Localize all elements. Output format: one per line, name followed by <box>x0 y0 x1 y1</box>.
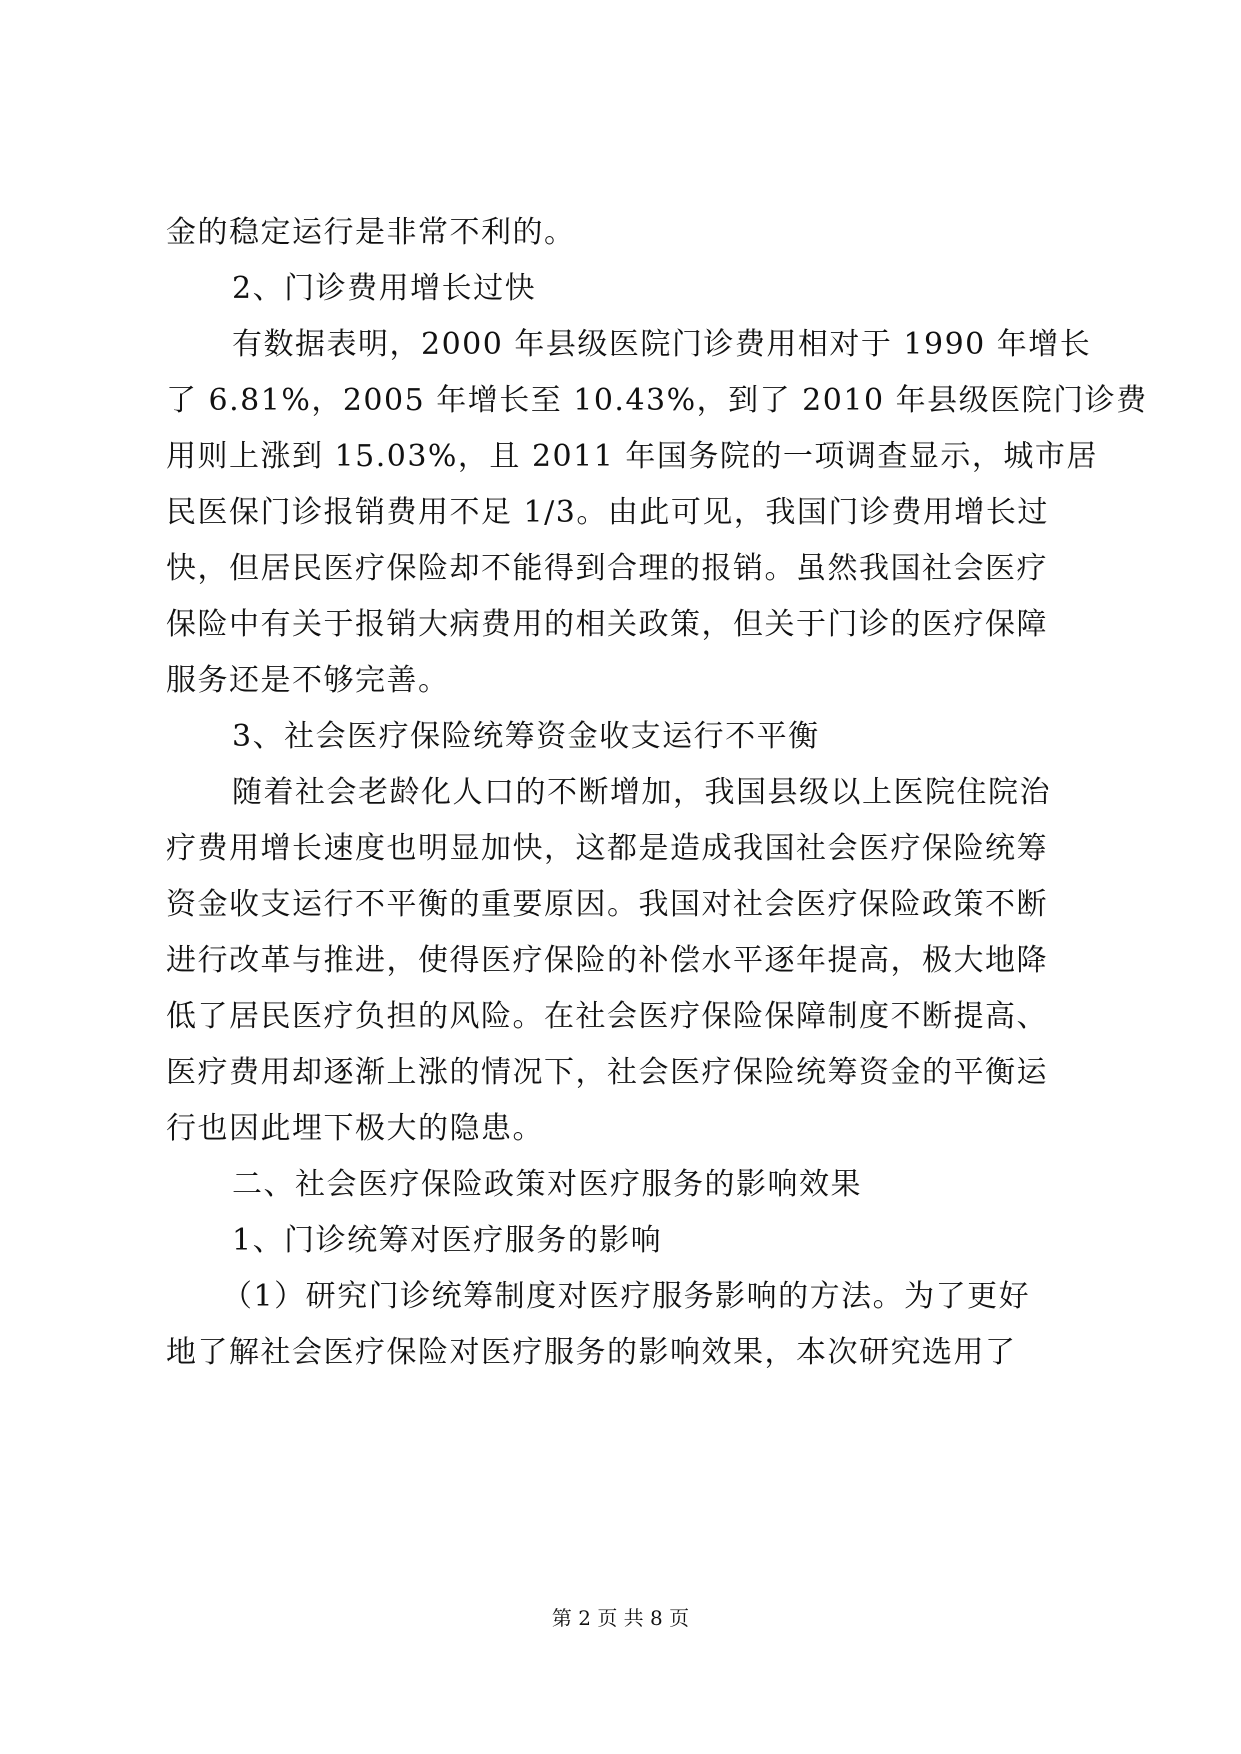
paragraph-line: 行也因此埋下极大的隐患。 <box>166 1111 544 1146</box>
paragraph-line: 资金收支运行不平衡的重要原因。我国对社会医疗保险政策不断 <box>166 887 1048 922</box>
paragraph-line: 进行改革与推进，使得医疗保险的补偿水平逐年提高，极大地降 <box>166 943 1048 978</box>
paragraph-line: 金的稳定运行是非常不利的。 <box>166 215 576 250</box>
page-footer: 第 2 页 共 8 页 <box>551 1606 690 1630</box>
paragraph-line: 服务还是不够完善。 <box>166 663 450 698</box>
paragraph-line: 随着社会老龄化人口的不断增加，我国县级以上医院住院治 <box>232 775 1051 810</box>
paragraph-line: 了 6.81%，2005 年增长至 10.43%，到了 2010 年县级医院门诊费 <box>166 383 1148 418</box>
section-heading: 3、社会医疗保险统筹资金收支运行不平衡 <box>232 719 820 754</box>
paragraph-line: 快，但居民医疗保险却不能得到合理的报销。虽然我国社会医疗 <box>166 551 1048 586</box>
paragraph-line: 用则上涨到 15.03%，且 2011 年国务院的一项调查显示，城市居 <box>166 439 1098 474</box>
section-heading: 二、社会医疗保险政策对医疗服务的影响效果 <box>232 1167 862 1202</box>
paragraph-line: 地了解社会医疗保险对医疗服务的影响效果，本次研究选用了 <box>166 1335 1017 1370</box>
section-heading: 1、门诊统筹对医疗服务的影响 <box>232 1223 663 1258</box>
paragraph-line: 疗费用增长速度也明显加快，这都是造成我国社会医疗保险统筹 <box>166 831 1048 866</box>
paragraph-line: 医疗费用却逐渐上涨的情况下，社会医疗保险统筹资金的平衡运 <box>166 1055 1048 1090</box>
paragraph-line: 有数据表明，2000 年县级医院门诊费用相对于 1990 年增长 <box>232 327 1092 362</box>
paragraph-line: （1）研究门诊统筹制度对医疗服务影响的方法。为了更好 <box>222 1279 1031 1314</box>
paragraph-line: 民医保门诊报销费用不足 1/3。由此可见，我国门诊费用增长过 <box>166 495 1049 530</box>
paragraph-line: 低了居民医疗负担的风险。在社会医疗保险保障制度不断提高、 <box>166 999 1048 1034</box>
section-heading: 2、门诊费用增长过快 <box>232 271 537 306</box>
paragraph-line: 保险中有关于报销大病费用的相关政策，但关于门诊的医疗保障 <box>166 607 1048 642</box>
